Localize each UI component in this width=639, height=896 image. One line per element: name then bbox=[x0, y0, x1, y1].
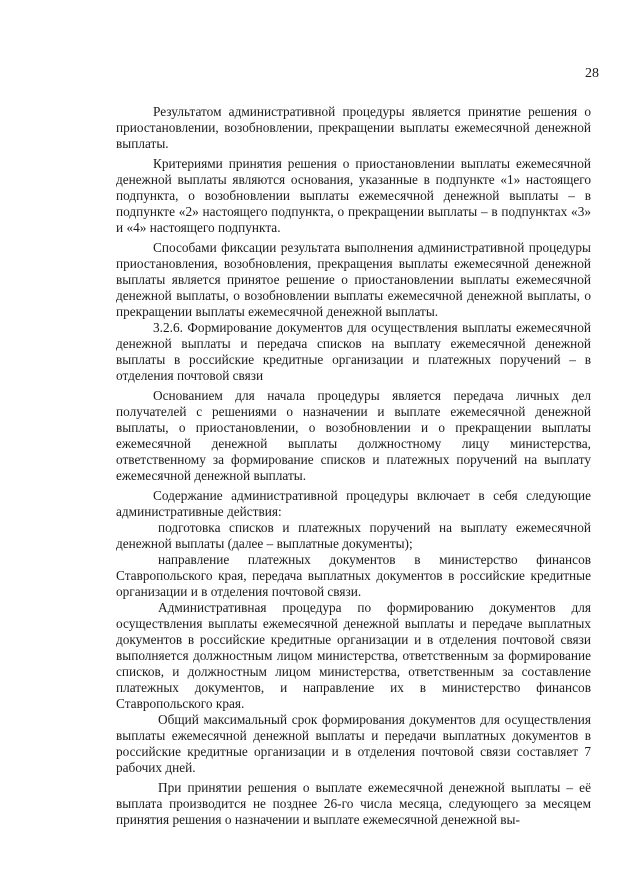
paragraph-procedure-basis: Основанием для начала процедуры является передача личных дел получателей с решениями о назначении и выплате ежемесячной денежной выплаты, о приостановлении, о возобновлении и о прекращении выплаты ежемесячной денежной выплаты должностному лицу министерства, ответственному за формирование списков и платежных поручений на выплату ежемесячной денежной выплаты. bbox=[116, 388, 591, 483]
section-heading-3-2-6: 3.2.6. Формирование документов для осуществления выплаты ежемесячной денежной выплаты и передача списков на выплату ежемесячной денежной выплаты в российские кредитные организации и платежных поручений – в отделения почтовой связи bbox=[116, 320, 591, 383]
paragraph-fixation-methods: Способами фиксации результата выполнения административной процедуры приостановления, возобновления, прекращения выплаты ежемесячной денежной выплаты является принятое решение о приостановлении выплаты ежемесячной денежной выплаты, о возобновлении выплаты ежемесячной денежной выплаты, о прекращении выплаты ежемесячной денежной выплаты. bbox=[116, 240, 591, 319]
paragraph-action-sending: направление платежных документов в министерство финансов Ставропольского края, передача выплатных документов в российские кредитные организации и в отделения почтовой связи. bbox=[116, 552, 591, 599]
paragraph-payment-timing: При принятии решения о выплате ежемесячной денежной выплаты – её выплата производится не позднее 26-го числа месяца, следующего за месяцем принятия решения о назначении и выплате ежемесячной денежной вы- bbox=[116, 780, 591, 827]
paragraph-result-decision: Результатом административной процедуры является принятие решения о приостановлении, возобновлении, прекращении выплаты ежемесячной денежной выплаты. bbox=[116, 104, 591, 151]
page-number: 28 bbox=[585, 66, 599, 81]
paragraph-action-preparation: подготовка списков и платежных поручений на выплату ежемесячной денежной выплаты (далее – выплатные документы); bbox=[116, 520, 591, 551]
document-body bbox=[116, 104, 591, 828]
paragraph-responsible-officials: Административная процедура по формированию документов для осуществления выплаты ежемесячной денежной выплаты и передаче выплатных документов в российские кредитные организации и в отделения почтовой связи выполняется должностным лицом министерства, ответственным за формирование списков, и должностным лицом министерства, ответственным за составление платежных документов, и направление их в министерство финансов Ставропольского края. bbox=[116, 600, 591, 711]
paragraph-procedure-content: Содержание административной процедуры включает в себя следующие административные действия: bbox=[116, 488, 591, 519]
paragraph-max-term: Общий максимальный срок формирования документов для осуществления выплаты ежемесячной денежной выплаты и передачи выплатных документов в российские кредитные организации и в отделения почтовой связи составляет 7 рабочих дней. bbox=[116, 712, 591, 775]
paragraph-decision-criteria: Критериями принятия решения о приостановлении выплаты ежемесячной денежной выплаты являются основания, указанные в подпункте «1» настоящего подпункта, о возобновлении выплаты ежемесячной денежной выплаты – в подпункте «2» настоящего подпункта, о прекращении выплаты – в подпунктах «3» и «4» настоящего подпункта. bbox=[116, 156, 591, 235]
